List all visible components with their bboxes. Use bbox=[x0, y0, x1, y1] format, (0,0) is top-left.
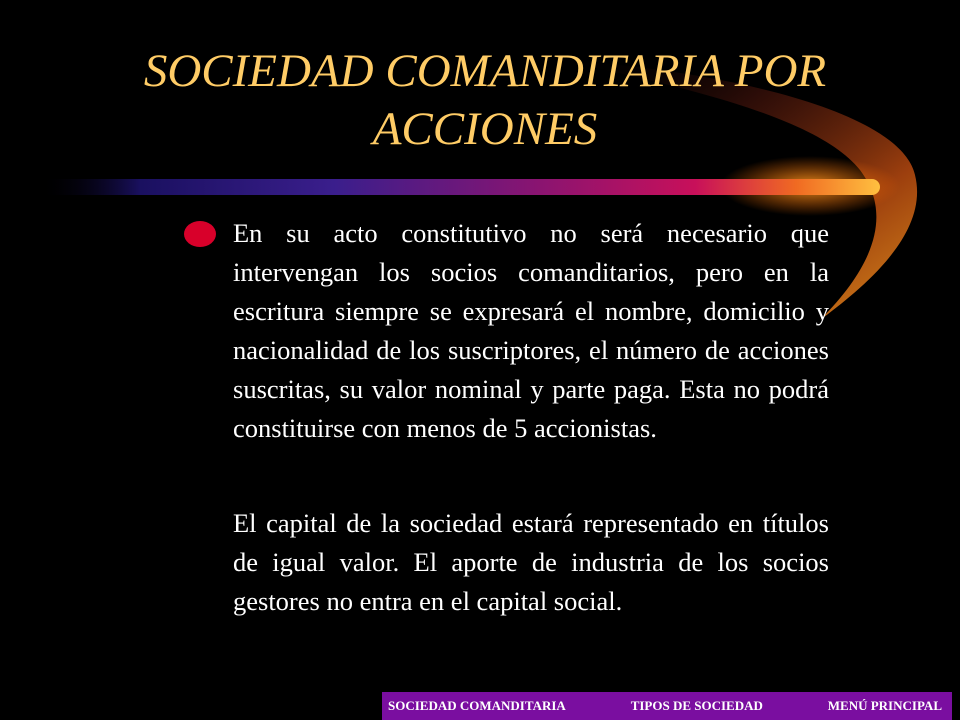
swoosh-bar bbox=[40, 179, 880, 195]
footer-nav bbox=[382, 692, 952, 720]
title-line-1: SOCIEDAD COMANDITARIA POR bbox=[143, 45, 827, 97]
paragraph-2: El capital de la sociedad estará representado en títulos de igual valor. El aporte de industria de los socios gestores no entra en el capital social. bbox=[233, 508, 829, 616]
nav-link-menu-principal[interactable]: MENÚ PRINCIPAL bbox=[827, 698, 942, 713]
title-line-2: ACCIONES bbox=[372, 103, 598, 155]
nav-link-sociedad-comanditaria[interactable]: SOCIEDAD COMANDITARIA bbox=[388, 698, 566, 713]
nav-link-tipos-de-sociedad[interactable]: TIPOS DE SOCIEDAD bbox=[630, 698, 763, 713]
bullet-dot-icon bbox=[184, 221, 216, 247]
slide-title bbox=[100, 42, 870, 158]
paragraph-1: En su acto constitutivo no será necesario que intervengan los socios comanditarios, pero en la escritura siempre se expresará el nombre, domicilio y nacionalidad de los suscriptores, el número de acciones suscritas, su valor nominal y parte paga. Esta no podrá constituirse con menos de 5 accionistas. bbox=[233, 218, 829, 443]
